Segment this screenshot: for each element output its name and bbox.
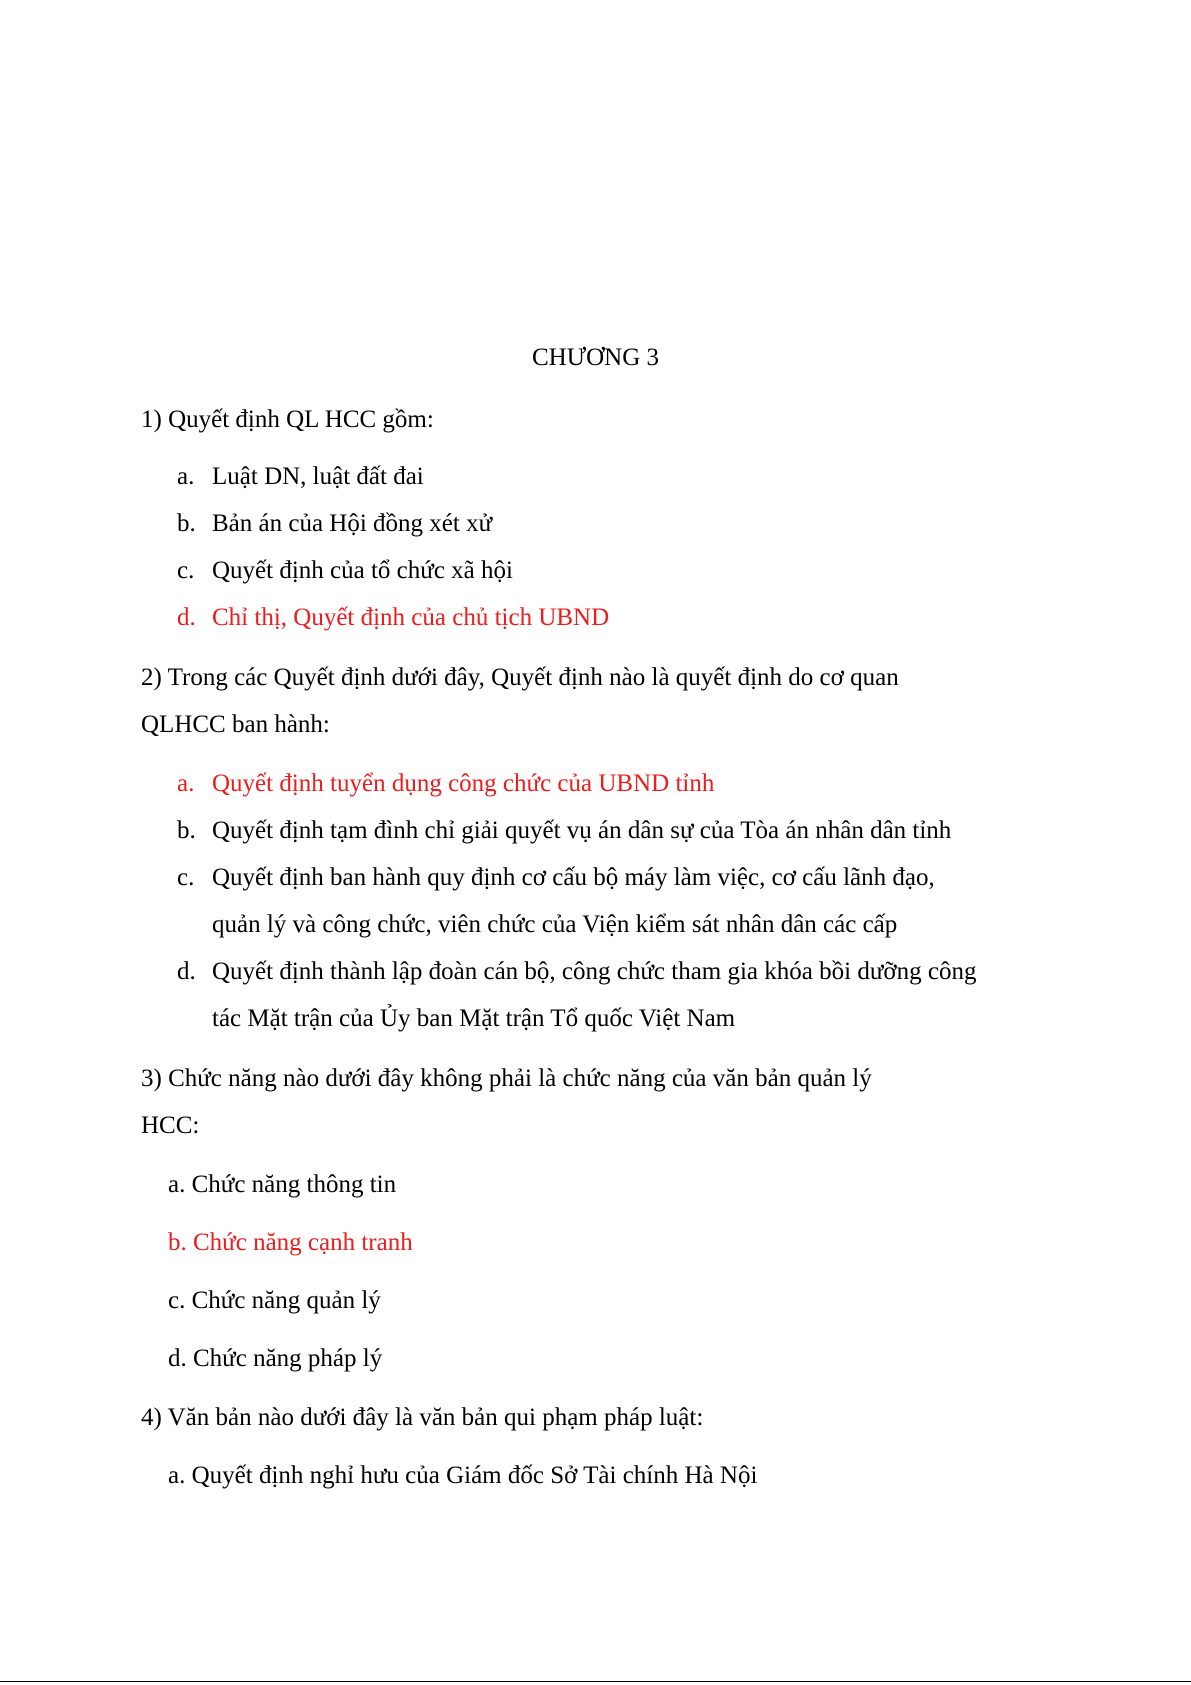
option-text: Quyết định tạm đình chỉ giải quyết vụ án dân sự của Tòa án nhân dân tỉnh bbox=[212, 817, 952, 844]
option-letter: a. bbox=[177, 463, 195, 490]
option-text: Chỉ thị, Quyết định của chủ tịch UBND bbox=[212, 604, 610, 631]
option-letter: d. bbox=[177, 604, 196, 631]
question-3-option-a: a. Chức năng thông tin bbox=[168, 1171, 397, 1198]
page-bottom-divider bbox=[0, 1681, 1191, 1682]
question-1-option-b bbox=[177, 509, 492, 539]
option-text: Quyết định của tổ chức xã hội bbox=[212, 557, 513, 584]
question-3-option-c: c. Chức năng quản lý bbox=[168, 1287, 381, 1314]
option-letter: b. bbox=[177, 510, 196, 537]
question-2-option-d bbox=[177, 957, 976, 987]
question-3-option-d: d. Chức năng pháp lý bbox=[168, 1345, 383, 1372]
question-3-stem-line-2: HCC: bbox=[141, 1112, 200, 1139]
question-2-stem-line-2: QLHCC ban hành: bbox=[141, 711, 330, 738]
question-1-stem: 1) Quyết định QL HCC gồm: bbox=[141, 406, 434, 433]
option-text: Bản án của Hội đồng xét xử bbox=[212, 510, 493, 537]
option-letter: d. bbox=[177, 958, 196, 985]
question-2-stem-line-1: 2) Trong các Quyết định dưới đây, Quyết định nào là quyết định do cơ quan bbox=[141, 664, 899, 691]
question-1-option-a bbox=[177, 462, 424, 492]
question-2-option-c bbox=[177, 863, 935, 893]
option-text: Quyết định ban hành quy định cơ cấu bộ máy làm việc, cơ cấu lãnh đạo, bbox=[212, 864, 935, 891]
question-2-option-b bbox=[177, 816, 951, 846]
question-2-option-c-continuation: quản lý và công chức, viên chức của Viện kiểm sát nhân dân các cấp bbox=[212, 911, 898, 938]
question-4-stem: 4) Văn bản nào dưới đây là văn bản qui phạm pháp luật: bbox=[141, 1404, 704, 1431]
question-4-option-a: a. Quyết định nghỉ hưu của Giám đốc Sở Tài chính Hà Nội bbox=[168, 1462, 758, 1489]
option-text: Quyết định thành lập đoàn cán bộ, công chức tham gia khóa bồi dưỡng công bbox=[212, 958, 977, 985]
question-1-option-c bbox=[177, 556, 513, 586]
option-letter: b. bbox=[177, 817, 196, 844]
option-letter: a. bbox=[177, 770, 195, 797]
option-letter: c. bbox=[177, 864, 195, 891]
page-title: CHƯƠNG 3 bbox=[531, 344, 660, 371]
question-3-stem-line-1: 3) Chức năng nào dưới đây không phải là chức năng của văn bản quản lý bbox=[141, 1065, 872, 1092]
option-text: Luật DN, luật đất đai bbox=[212, 463, 424, 490]
option-letter: c. bbox=[177, 557, 195, 584]
question-3-option-b-answer: b. Chức năng cạnh tranh bbox=[168, 1229, 413, 1256]
question-1-option-d-answer bbox=[177, 603, 609, 633]
option-text: Quyết định tuyển dụng công chức của UBND tỉnh bbox=[212, 770, 715, 797]
question-2-option-a-answer bbox=[177, 769, 714, 799]
question-2-option-d-continuation: tác Mặt trận của Ủy ban Mặt trận Tổ quốc Việt Nam bbox=[212, 1005, 736, 1032]
